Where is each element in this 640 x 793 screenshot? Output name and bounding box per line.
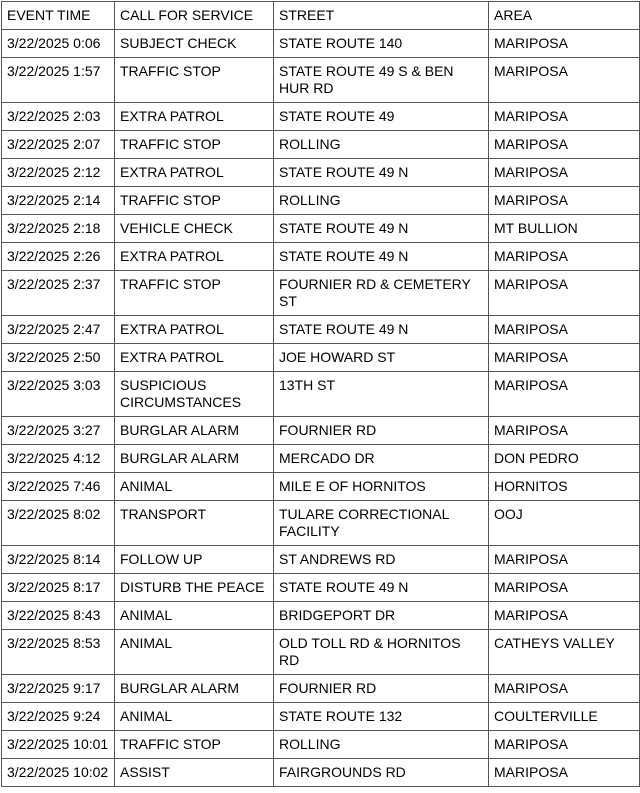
street-cell: FAIRGROUNDS RD bbox=[274, 759, 489, 787]
area-cell: MARIPOSA bbox=[489, 187, 640, 215]
call-for-service-cell: ANIMAL bbox=[115, 630, 274, 675]
call-for-service-cell: FOLLOW UP bbox=[115, 546, 274, 574]
event-time-cell: 3/22/2025 8:53 bbox=[2, 630, 115, 675]
call-for-service-cell: ANIMAL bbox=[115, 473, 274, 501]
event-time-cell: 3/22/2025 0:06 bbox=[2, 30, 115, 58]
event-time-cell: 3/22/2025 2:03 bbox=[2, 103, 115, 131]
area-cell: MARIPOSA bbox=[489, 602, 640, 630]
area-cell: MARIPOSA bbox=[489, 546, 640, 574]
table-row bbox=[2, 759, 640, 787]
street-cell: 13TH ST bbox=[274, 372, 489, 417]
event-time-cell: 3/22/2025 9:17 bbox=[2, 675, 115, 703]
street-cell: OLD TOLL RD & HORNITOS RD bbox=[274, 630, 489, 675]
street-cell: TULARE CORRECTIONAL FACILITY bbox=[274, 501, 489, 546]
area-cell: MT BULLION bbox=[489, 215, 640, 243]
event-time-cell: 3/22/2025 2:47 bbox=[2, 316, 115, 344]
area-cell: MARIPOSA bbox=[489, 675, 640, 703]
area-cell: MARIPOSA bbox=[489, 344, 640, 372]
event-time-cell: 3/22/2025 2:07 bbox=[2, 131, 115, 159]
table-row bbox=[2, 574, 640, 602]
table-row bbox=[2, 30, 640, 58]
call-for-service-cell: TRAFFIC STOP bbox=[115, 271, 274, 316]
street-cell: MERCADO DR bbox=[274, 445, 489, 473]
area-cell: MARIPOSA bbox=[489, 759, 640, 787]
call-for-service-cell: DISTURB THE PEACE bbox=[115, 574, 274, 602]
area-cell: MARIPOSA bbox=[489, 131, 640, 159]
call-for-service-cell: EXTRA PATROL bbox=[115, 316, 274, 344]
street-cell: JOE HOWARD ST bbox=[274, 344, 489, 372]
table-row bbox=[2, 630, 640, 675]
table-row bbox=[2, 473, 640, 501]
event-time-cell: 3/22/2025 7:46 bbox=[2, 473, 115, 501]
header-call-for-service: CALL FOR SERVICE bbox=[115, 2, 274, 30]
call-for-service-cell: ANIMAL bbox=[115, 602, 274, 630]
event-time-cell: 3/22/2025 2:18 bbox=[2, 215, 115, 243]
call-for-service-cell: TRANSPORT bbox=[115, 501, 274, 546]
area-cell: MARIPOSA bbox=[489, 243, 640, 271]
street-cell: STATE ROUTE 49 N bbox=[274, 316, 489, 344]
street-cell: STATE ROUTE 140 bbox=[274, 30, 489, 58]
header-area: AREA bbox=[489, 2, 640, 30]
call-for-service-cell: EXTRA PATROL bbox=[115, 344, 274, 372]
table-row bbox=[2, 501, 640, 546]
street-cell: STATE ROUTE 49 N bbox=[274, 159, 489, 187]
area-cell: MARIPOSA bbox=[489, 30, 640, 58]
table-row bbox=[2, 703, 640, 731]
event-time-cell: 3/22/2025 4:12 bbox=[2, 445, 115, 473]
call-for-service-cell: ASSIST bbox=[115, 759, 274, 787]
street-cell: BRIDGEPORT DR bbox=[274, 602, 489, 630]
call-for-service-cell: EXTRA PATROL bbox=[115, 159, 274, 187]
street-cell: STATE ROUTE 49 S & BEN HUR RD bbox=[274, 58, 489, 103]
table-row bbox=[2, 731, 640, 759]
event-time-cell: 3/22/2025 3:27 bbox=[2, 417, 115, 445]
street-cell: FOURNIER RD & CEMETERY ST bbox=[274, 271, 489, 316]
area-cell: COULTERVILLE bbox=[489, 703, 640, 731]
call-for-service-cell: ANIMAL bbox=[115, 703, 274, 731]
table-row bbox=[2, 602, 640, 630]
area-cell: OOJ bbox=[489, 501, 640, 546]
street-cell: ROLLING bbox=[274, 187, 489, 215]
table-row bbox=[2, 316, 640, 344]
event-time-cell: 3/22/2025 8:14 bbox=[2, 546, 115, 574]
event-time-cell: 3/22/2025 8:17 bbox=[2, 574, 115, 602]
area-cell: MARIPOSA bbox=[489, 159, 640, 187]
area-cell: MARIPOSA bbox=[489, 58, 640, 103]
table-row bbox=[2, 546, 640, 574]
table-row bbox=[2, 103, 640, 131]
table-row bbox=[2, 344, 640, 372]
table-row bbox=[2, 58, 640, 103]
event-time-cell: 3/22/2025 10:02 bbox=[2, 759, 115, 787]
table-row bbox=[2, 243, 640, 271]
street-cell: STATE ROUTE 49 bbox=[274, 103, 489, 131]
call-for-service-cell: EXTRA PATROL bbox=[115, 243, 274, 271]
area-cell: MARIPOSA bbox=[489, 731, 640, 759]
table-row bbox=[2, 159, 640, 187]
area-cell: MARIPOSA bbox=[489, 574, 640, 602]
event-time-cell: 3/22/2025 2:37 bbox=[2, 271, 115, 316]
street-cell: FOURNIER RD bbox=[274, 675, 489, 703]
event-time-cell: 3/22/2025 2:50 bbox=[2, 344, 115, 372]
call-for-service-cell: TRAFFIC STOP bbox=[115, 58, 274, 103]
call-for-service-cell: EXTRA PATROL bbox=[115, 103, 274, 131]
area-cell: HORNITOS bbox=[489, 473, 640, 501]
event-time-cell: 3/22/2025 2:26 bbox=[2, 243, 115, 271]
call-log-table bbox=[1, 1, 640, 787]
call-for-service-cell: TRAFFIC STOP bbox=[115, 187, 274, 215]
table-row bbox=[2, 675, 640, 703]
event-time-cell: 3/22/2025 8:02 bbox=[2, 501, 115, 546]
event-time-cell: 3/22/2025 2:12 bbox=[2, 159, 115, 187]
area-cell: MARIPOSA bbox=[489, 372, 640, 417]
table-row bbox=[2, 187, 640, 215]
street-cell: ROLLING bbox=[274, 731, 489, 759]
call-for-service-cell: BURGLAR ALARM bbox=[115, 675, 274, 703]
call-for-service-cell: TRAFFIC STOP bbox=[115, 131, 274, 159]
street-cell: STATE ROUTE 132 bbox=[274, 703, 489, 731]
street-cell: MILE E OF HORNITOS bbox=[274, 473, 489, 501]
table-row bbox=[2, 271, 640, 316]
area-cell: MARIPOSA bbox=[489, 103, 640, 131]
table-row bbox=[2, 417, 640, 445]
event-time-cell: 3/22/2025 1:57 bbox=[2, 58, 115, 103]
street-cell: ROLLING bbox=[274, 131, 489, 159]
header-event-time: EVENT TIME bbox=[2, 2, 115, 30]
table-row bbox=[2, 372, 640, 417]
header-row bbox=[2, 2, 640, 30]
header-street: STREET bbox=[274, 2, 489, 30]
street-cell: STATE ROUTE 49 N bbox=[274, 574, 489, 602]
area-cell: DON PEDRO bbox=[489, 445, 640, 473]
event-time-cell: 3/22/2025 3:03 bbox=[2, 372, 115, 417]
call-for-service-cell: SUBJECT CHECK bbox=[115, 30, 274, 58]
event-time-cell: 3/22/2025 10:01 bbox=[2, 731, 115, 759]
table-row bbox=[2, 445, 640, 473]
area-cell: MARIPOSA bbox=[489, 316, 640, 344]
area-cell: MARIPOSA bbox=[489, 417, 640, 445]
street-cell: STATE ROUTE 49 N bbox=[274, 243, 489, 271]
call-for-service-cell: BURGLAR ALARM bbox=[115, 445, 274, 473]
area-cell: MARIPOSA bbox=[489, 271, 640, 316]
event-time-cell: 3/22/2025 8:43 bbox=[2, 602, 115, 630]
event-time-cell: 3/22/2025 9:24 bbox=[2, 703, 115, 731]
call-for-service-cell: TRAFFIC STOP bbox=[115, 731, 274, 759]
table-row bbox=[2, 131, 640, 159]
street-cell: FOURNIER RD bbox=[274, 417, 489, 445]
street-cell: ST ANDREWS RD bbox=[274, 546, 489, 574]
area-cell: CATHEYS VALLEY bbox=[489, 630, 640, 675]
call-for-service-cell: BURGLAR ALARM bbox=[115, 417, 274, 445]
street-cell: STATE ROUTE 49 N bbox=[274, 215, 489, 243]
table-row bbox=[2, 215, 640, 243]
call-for-service-cell: VEHICLE CHECK bbox=[115, 215, 274, 243]
call-for-service-cell: SUSPICIOUS CIRCUMSTANCES bbox=[115, 372, 274, 417]
event-time-cell: 3/22/2025 2:14 bbox=[2, 187, 115, 215]
